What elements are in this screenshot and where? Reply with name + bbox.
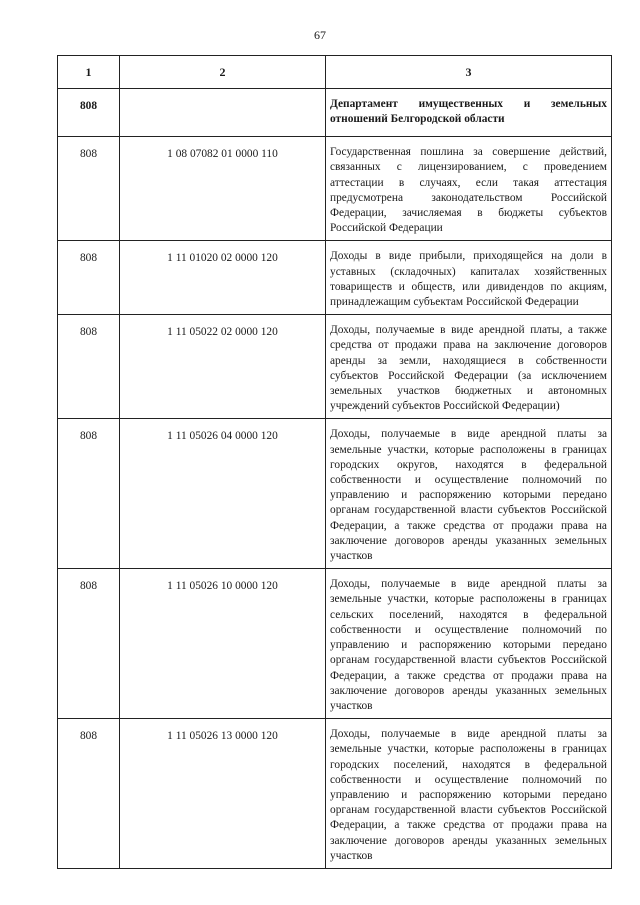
table-header [58,56,612,89]
header-row [58,56,612,89]
revenue-description: Доходы, получаемые в виде арендной платы, а также средства от продажи права на заключение договоров аренды за земли, находящиеся в собственности субъектов Российской Федерации (за исключением земельных участков бюджетных и автономных учреждений субъектов Российской Федерации) [326,315,612,419]
section-title: Департамент имущественных и земельных отношений Белгородской области [326,89,612,137]
table-row [58,315,612,419]
revenue-description: Доходы, получаемые в виде арендной платы за земельные участки, которые расположены в границах городских поселений, находятся в федеральной собственности и осуществление полномочий по управлению и распоряжению которыми передано органам государственной власти субъектов Российской Федерации, а также средства от продажи права на заключение договоров аренды указанных земельных участков [326,719,612,869]
revenue-codes-table [57,55,612,869]
admin-code: 808 [58,419,120,569]
revenue-description: Доходы, получаемые в виде арендной платы за земельные участки, которые расположены в границах городских округов, находятся в федеральной собственности и осуществление полномочий по управлению и распоряжению которыми передано органам государственной власти субъектов Российской Федерации, а также средства от продажи права на заключение договоров аренды указанных земельных участков [326,419,612,569]
budget-code: 1 11 05022 02 0000 120 [120,315,326,419]
budget-code: 1 11 05026 04 0000 120 [120,419,326,569]
table-body [58,89,612,869]
revenue-description: Доходы, получаемые в виде арендной платы за земельные участки, которые расположены в границах сельских поселений, находятся в федеральной собственности и осуществление полномочий по управлению и распоряжению которыми передано органам государственной власти субъектов Российской Федерации, а также средства от продажи права на заключение договоров аренды указанных земельных участков [326,569,612,719]
header-col-3: 3 [326,56,612,89]
table-row [58,719,612,869]
section-empty-cell [120,89,326,137]
budget-code: 1 11 01020 02 0000 120 [120,241,326,315]
section-row [58,89,612,137]
admin-code: 808 [58,569,120,719]
admin-code: 808 [58,719,120,869]
table-row [58,137,612,241]
revenue-description: Государственная пошлина за совершение действий, связанных с лицензированием, с проведением аттестации в случаях, если такая аттестация предусмотрена законодательством Российской Федерации, зачисляемая в бюджеты субъектов Российской Федерации [326,137,612,241]
revenue-description: Доходы в виде прибыли, приходящейся на доли в уставных (складочных) капиталах хозяйственных товариществ и обществ, или дивидендов по акциям, принадлежащим субъектам Российской Федерации [326,241,612,315]
admin-code: 808 [58,241,120,315]
table-row [58,419,612,569]
budget-code: 1 11 05026 10 0000 120 [120,569,326,719]
page-number: 67 [314,28,326,42]
table-row [58,569,612,719]
header-col-2: 2 [120,56,326,89]
budget-code: 1 08 07082 01 0000 110 [120,137,326,241]
section-code: 808 [58,89,120,137]
admin-code: 808 [58,137,120,241]
header-col-1: 1 [58,56,120,89]
table-row [58,241,612,315]
budget-code: 1 11 05026 13 0000 120 [120,719,326,869]
admin-code: 808 [58,315,120,419]
